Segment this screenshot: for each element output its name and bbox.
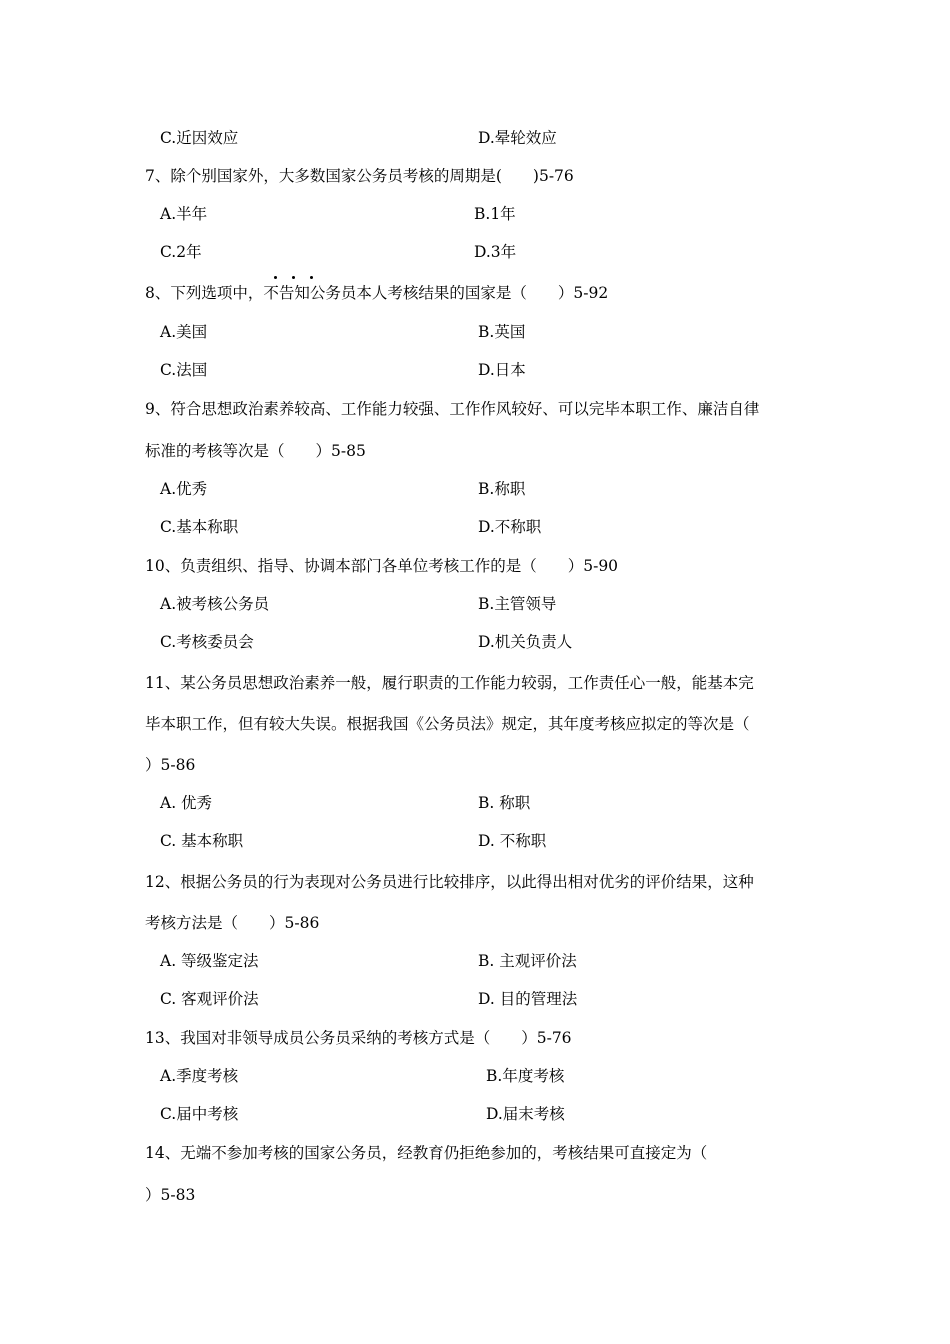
q8-stem bbox=[145, 283, 608, 303]
q13-option-c: C.届中考核 bbox=[160, 1105, 239, 1123]
q14-stem-line2: ）5-83 bbox=[145, 1186, 196, 1204]
q12-option-b: B. 主观评价法 bbox=[478, 952, 577, 970]
q8-option-b: B.英国 bbox=[478, 323, 526, 341]
q14-stem-line1: 14、无端不参加考核的国家公务员，经教育仍拒绝参加的，考核结果可直接定为（ bbox=[145, 1144, 708, 1162]
q7-stem: 7、除个别国家外，大多数国家公务员考核的周期是( )5-76 bbox=[145, 167, 574, 185]
q11-stem-line3: ）5-86 bbox=[145, 756, 196, 774]
q9-option-b: B.称职 bbox=[478, 480, 526, 498]
q8-option-d: D.日本 bbox=[478, 361, 526, 379]
q10-option-a: A.被考核公务员 bbox=[160, 595, 270, 613]
q13-stem: 13、我国对非领导成员公务员采纳的考核方式是（ ）5-76 bbox=[145, 1029, 572, 1047]
q12-stem-line1: 12、根据公务员的行为表现对公务员进行比较排序，以此得出相对优劣的评价结果，这种 bbox=[145, 873, 754, 891]
q9-option-a: A.优秀 bbox=[160, 480, 208, 498]
q8-emphasis-char: 知 bbox=[294, 284, 310, 302]
q9-option-c: C.基本称职 bbox=[160, 518, 239, 536]
q8-emphasis-char: 告 bbox=[278, 284, 295, 302]
q9-stem-line1: 9、符合思想政治素养较高、工作能力较强、工作作风较好、可以完毕本职工作、廉洁自律 bbox=[145, 400, 760, 418]
q11-option-d: D. 不称职 bbox=[478, 832, 547, 850]
q11-option-c: C. 基本称职 bbox=[160, 832, 244, 850]
emphasis-dot bbox=[274, 276, 277, 279]
q8-stem-after: 公务员本人考核结果的国家是（ ）5-92 bbox=[309, 284, 609, 302]
emphasis-dot bbox=[292, 276, 295, 279]
q8-option-a: A.美国 bbox=[160, 323, 208, 341]
q12-option-c: C. 客观评价法 bbox=[160, 990, 259, 1008]
q10-option-c: C.考核委员会 bbox=[160, 633, 254, 651]
q10-stem: 10、负责组织、指导、协调本部门各单位考核工作的是（ ）5-90 bbox=[145, 557, 619, 575]
q7-option-a: A.半年 bbox=[160, 205, 208, 223]
q8-emphasis-char: 不 bbox=[263, 284, 279, 302]
q12-option-d: D. 目的管理法 bbox=[478, 990, 578, 1008]
q10-option-d: D.机关负责人 bbox=[478, 633, 573, 651]
q11-option-b: B. 称职 bbox=[478, 794, 531, 812]
q11-stem-line1: 11、某公务员思想政治素养一般，履行职责的工作能力较弱，工作责任心一般，能基本完 bbox=[145, 674, 754, 692]
q13-option-a: A.季度考核 bbox=[160, 1067, 239, 1085]
q13-option-b: B.年度考核 bbox=[486, 1067, 565, 1085]
q13-option-d: D.届末考核 bbox=[486, 1105, 565, 1123]
q9-stem-line2: 标准的考核等次是（ ）5-85 bbox=[145, 442, 366, 460]
q10-option-b: B.主管领导 bbox=[478, 595, 557, 613]
q7-option-b: B.1年 bbox=[474, 205, 516, 223]
q12-option-a: A. 等级鉴定法 bbox=[160, 952, 259, 970]
q12-stem-line2: 考核方法是（ ）5-86 bbox=[145, 914, 320, 932]
q7-option-c: C.2年 bbox=[160, 243, 202, 261]
q9-option-d: D.不称职 bbox=[478, 518, 542, 536]
q8-stem-before: 8、下列选项中， bbox=[145, 284, 264, 302]
q11-option-a: A. 优秀 bbox=[160, 794, 213, 812]
emphasis-dot bbox=[310, 276, 313, 279]
q11-stem-line2: 毕本职工作，但有较大失误。根据我国《公务员法》规定，其年度考核应拟定的等次是（ bbox=[145, 715, 750, 733]
q6-option-d: D.晕轮效应 bbox=[478, 129, 557, 147]
q6-option-c: C.近因效应 bbox=[160, 129, 239, 147]
q7-option-d: D.3年 bbox=[474, 243, 517, 261]
q8-option-c: C.法国 bbox=[160, 361, 208, 379]
